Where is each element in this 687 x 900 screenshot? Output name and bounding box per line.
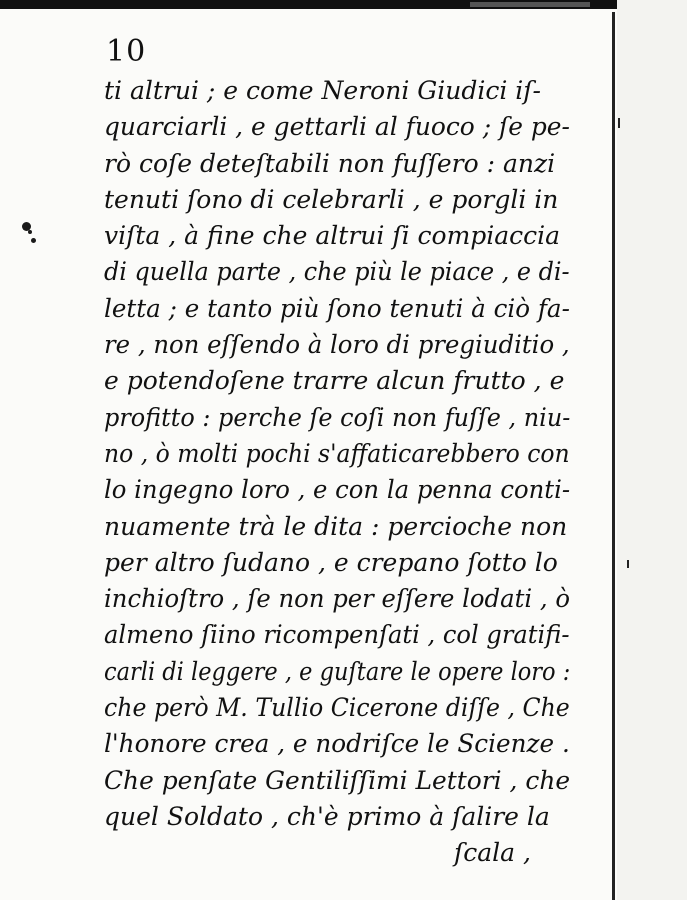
page-top-edge-shade [470,2,590,7]
text-line: tenuti ſono di celebrarli , e porgli in [104,184,559,214]
text-line: che però M. Tullio Cicerone diſſe , Che [104,693,570,723]
text-line: di quella parte , che più le piace , e di- [104,257,570,287]
text-line: quarciarli , e gettarli al fuoco ; ſe pe- [104,112,570,142]
text-line: carli di leggere , e guſtare le opere loro : [104,656,571,686]
text-line: profitto : perche ſe coſi non fuſſe , niu- [104,402,571,432]
text-line: almeno ſiino ricompenſati , col gratifi- [104,620,570,650]
ink-blot [31,238,36,243]
text-line: e potendoſene trarre alcun frutto , e [104,366,565,396]
catchword: ſcala , [454,838,531,868]
text-line: l'honore crea , e nodriſce le Scienze . [104,729,570,759]
text-line: ti altrui ; e come Neroni Giudici iſ- [104,76,541,105]
text-line: re , non eſſendo à loro di pregiuditio , [104,330,570,360]
ink-blot [28,230,32,234]
text-line: letta ; e tanto più ſono tenuti à ciò fa- [104,293,570,323]
text-line: rò coſe deteſtabili non fuſſero : anzi [104,148,556,178]
text-line: lo ingegno loro , e con la penna conti- [104,475,571,505]
margin-mark [627,560,629,568]
text-line: Che penſate Gentiliſſimi Lettori , che [104,765,571,795]
text-line: inchioſtro , ſe non per eſſere lodati , ò [104,584,570,614]
facing-page-margin [617,0,687,900]
body-text [104,73,570,872]
page-number: 10 [106,34,147,69]
text-line: no , ò molti pochi s'affaticarebbero con [104,438,570,468]
page-gutter-line [612,12,615,900]
text-line: per altro ſudano , e crepano ſotto lo [104,547,558,577]
text-line: viſta , à fine che altrui ſi compiaccia [104,221,561,251]
text-line: quel Soldato , ch'è primo à ſalire la [104,801,550,831]
text-line: nuamente trà le dita : percioche non [104,511,568,541]
margin-mark [618,118,620,128]
